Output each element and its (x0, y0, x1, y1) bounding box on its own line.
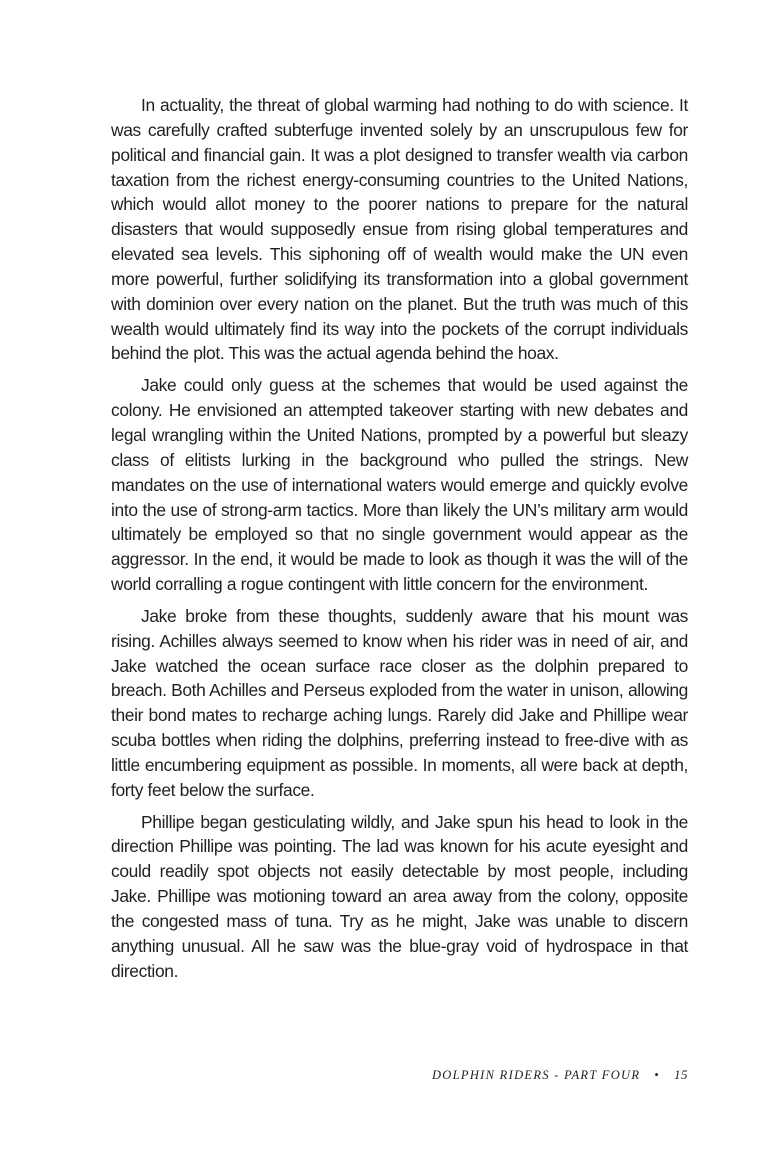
paragraph-3: Jake broke from these thoughts, suddenly aware that his mount was rising. Achilles always seemed to know when his rider was in need of air, and Jake watched the ocean surface race closer as the dolphin prepared to breach. Both Achilles and Perseus exploded from the water in unison, allowing their bond mates to recharge aching lungs. Rarely did Jake and Phillipe wear scuba bottles when riding the dolphins, preferring instead to free-dive with as little encumbering equipment as possible. In moments, all were back at depth, forty feet below the surface. (111, 605, 688, 800)
paragraph-4: Phillipe began gesticulating wildly, and Jake spun his head to look in the direction Phillipe was pointing. The lad was known for his acute eyesight and could readily spot objects not easily detectable by most people, including Jake. Phillipe was motioning toward an area away from the colony, opposite the congested mass of tuna. Try as he might, Jake was unable to discern anything unusual. All he saw was the blue-gray void of hydrospace in that direction. (111, 811, 688, 981)
page-number: 15 (674, 1067, 688, 1082)
bullet-separator-icon: • (654, 1068, 660, 1082)
paragraph-2: Jake could only guess at the schemes that would be used against the colony. He envisioned an attempted takeover starting with new debates and legal wrangling within the United Nations, prompted by a powerful but sleazy class of elitists lurking in the background who pulled the strings. New mandates on the use of international waters would emerge and quickly evolve into the use of strong-arm tactics. More than likely the UN’s military arm would ultimately be employed so that no single government would appear as the aggressor. In the end, it would be made to look as though it was the will of the world corralling a rogue contingent with little concern for the environment. (111, 375, 688, 595)
page-body (111, 93, 688, 991)
page-footer (380, 1067, 688, 1083)
paragraph-1: In actuality, the threat of global warming had nothing to do with science. It was carefully crafted subterfuge invented solely by an unscrupulous few for political and financial gain. It was a plot designed to transfer wealth via carbon taxation from the richest energy-consuming countries to the United Nations, which would allot money to the poorer nations to prepare for the natural disasters that would supposedly ensue from rising global temperatures and elevated sea levels. This siphoning off of wealth would make the UN even more powerful, further solidifying its transformation into a global government with dominion over every nation on the planet. But the truth was much of this wealth would ultimately find its way into the pockets of the corrupt individuals behind the plot. This was the actual agenda behind the hoax. (111, 95, 688, 364)
running-title: DOLPHIN RIDERS - PART FOUR (431, 1068, 641, 1082)
